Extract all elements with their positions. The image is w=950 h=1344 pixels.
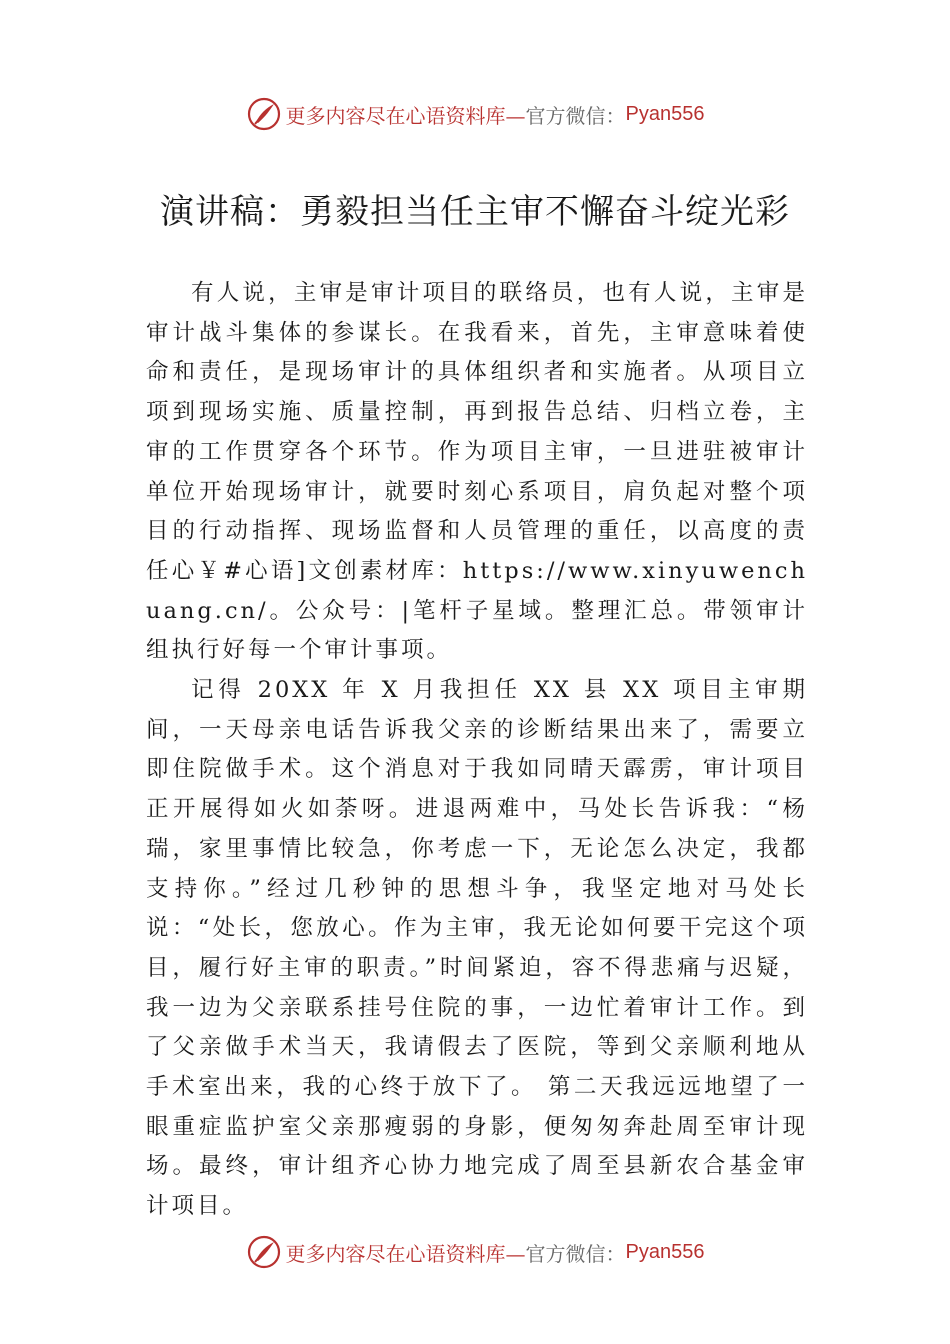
paragraph-1: 有人说，主审是审计项目的联络员，也有人说，主审是审计战斗集体的参谋长。在我看来，首先，主审意味着使命和责任，是现场审计的具体组织者和实施者。从项目立项到现场实施、质量控制，再到报告总结、归档立卷，主审的工作贯穿各个环节。作为项目主审，一旦进驻被审计单位开始现场审计，就要时刻心系项目，肩负起对整个项目的行动指挥、现场监督和人员管理的重任，以高度的责任心￥#心语]文创素材库：https://www.xinyuwenchuang.cn/。公众号：|笔杆子星域。整理汇总。带领审计组执行好每一个审计事项。 [146,280,808,664]
banner-wechat-label: 官方微信： [525,1241,626,1266]
document-title: 演讲稿：勇毅担当任主审不懈奋斗绽光彩 [160,192,790,232]
banner-wechat-id: Pyan556 [625,102,705,125]
paragraph-2: 记得 20XX 年 X 月我担任 XX 县 XX 项目主审期间，一天母亲电话告诉我父亲的诊断结果出来了，需要立即住院做手术。这个消息对于我如同晴天霹雳，审计项目正开展得如火如荼呀。进退两难中，马处长告诉我：“杨瑞，家里事情比较急，你考虑一下，无论怎么决定，我都支持你。”经过几秒钟的思想斗争，我坚定地对马处长说：“处长，您放心。作为主审，我无论如何要干完这个项目，履行好主审的职责。”时间紧迫，容不得悲痛与迟疑，我一边为父亲联系挂号住院的事，一边忙着审计工作。到了父亲做手术当天，我请假去了医院，等到父亲顺利地从手术室出来，我的心终于放下了。 第二天我远远地望了一眼重症监护室父亲那瘦弱的身影，便匆匆奔赴周至审计现场。最终，审计组齐心协力地完成了周至县新农合基金审计项目。 [146,677,808,1220]
banner-library-text: 更多内容尽在心语资料库— [285,1241,526,1266]
quill-seal-logo-icon [246,96,282,132]
header-banner [0,94,950,134]
footer-banner [0,1232,950,1272]
quill-seal-logo-icon [246,1234,282,1270]
document-body [146,274,808,1227]
banner-wechat-id: Pyan556 [625,1240,705,1263]
banner-library-text: 更多内容尽在心语资料库— [285,103,526,128]
banner-wechat-label: 官方微信： [525,103,626,128]
